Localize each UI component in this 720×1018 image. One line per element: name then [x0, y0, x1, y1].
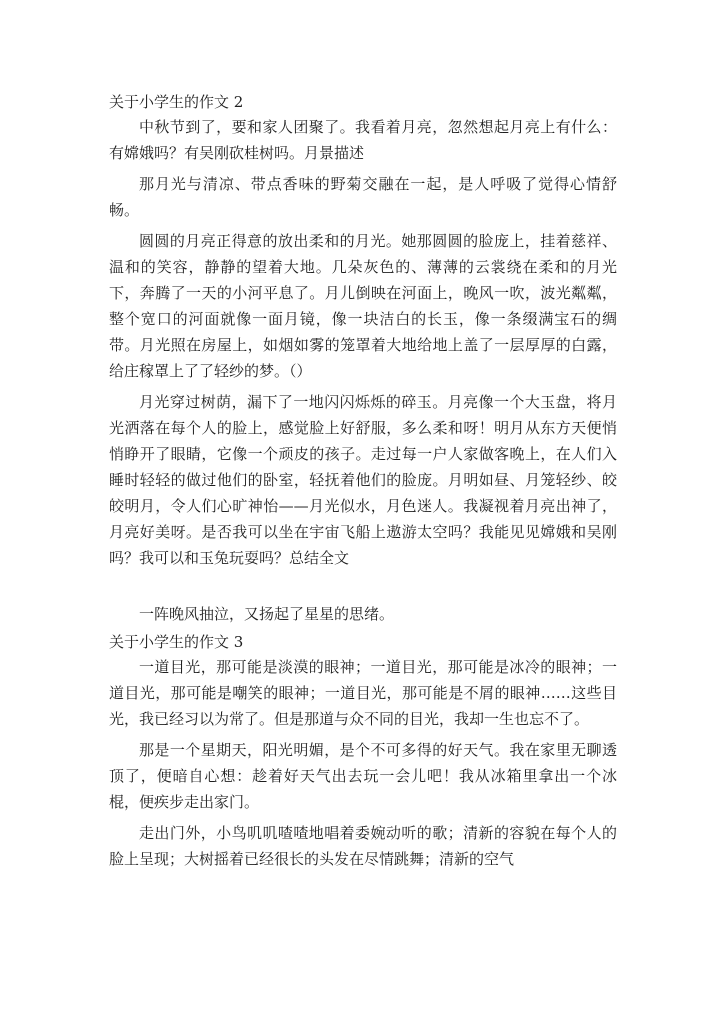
essay-2-paragraph-4: 月光穿过树荫，漏下了一地闪闪烁烁的碎玉。月亮像一个大玉盘，将月光洒落在每个人的脸上，感觉脸上好舒服，多么柔和呀！明月从东方天便悄悄睁开了眼睛，它像一个顽皮的孩子。走过每一户人家做客晚上，在人们入睡时轻轻的做过他们的卧室，轻抚着他们的脸庞。月明如昼、月笼轻纱、皎皎明月，令人们心旷神怡——月光似水，月色迷人。我凝视着月亮出神了，月亮好美呀。是否我可以坐在宇宙飞船上遨游太空吗？我能见见嫦娥和吴刚吗？我可以和玉兔玩耍吗？总结全文 — [109, 393, 617, 567]
essay-2-paragraph-3: 圆圆的月亮正得意的放出柔和的月光。她那圆圆的脸庞上，挂着慈祥、温和的笑容，静静的望着大地。几朵灰色的、薄薄的云裳绕在柔和的月光下，奔腾了一天的小河平息了。月儿倒映在河面上，晚风一吹，波光粼粼，整个宽口的河面就像一面月镜，像一块洁白的长玉，像一条缀满宝石的绸带。月光照在房屋上，如烟如雾的笼罩着大地给地上盖了一层厚厚的白露，给庄稼罩上了了轻纱的梦。（） — [109, 232, 617, 380]
essay-3-paragraph-3: 走出门外，小鸟叽叽喳喳地唱着委婉动听的歌；清新的容貌在每个人的脸上呈现；大树摇着已经很长的头发在尽情跳舞；清新的空气 — [109, 824, 617, 868]
essay-3-title: 关于小学生的作文 3 — [109, 633, 244, 651]
essay-3-paragraph-1: 一道目光，那可能是淡漠的眼神；一道目光，那可能是冰冷的眼神；一道目光，那可能是嘲笑的眼神；一道目光，那可能是不屑的眼神……这些目光，我已经习以为常了。但是那道与众不同的目光，我却一生也忘不了。 — [109, 658, 617, 728]
essay-2-paragraph-2: 那月光与清凉、带点香味的野菊交融在一起，是人呼吸了觉得心情舒畅。 — [109, 175, 617, 219]
essay-3-paragraph-2: 那是一个星期天，阳光明媚，是个不可多得的好天气。我在家里无聊透顶了，便暗自心想：趁着好天气出去玩一会儿吧！我从冰箱里拿出一个冰棍，便疾步走出家门。 — [109, 741, 617, 811]
essay-2-paragraph-1: 中秋节到了，要和家人团聚了。我看着月亮，忽然想起月亮上有什么：有嫦娥吗？有吴刚砍桂树吗。月景描述 — [109, 118, 617, 162]
paragraph-spacer — [109, 576, 617, 601]
document-page — [109, 90, 617, 877]
essay-2-title: 关于小学生的作文 2 — [109, 93, 244, 111]
essay-2-paragraph-5: 一阵晚风抽泣，又扬起了星星的思绪。 — [139, 605, 395, 623]
